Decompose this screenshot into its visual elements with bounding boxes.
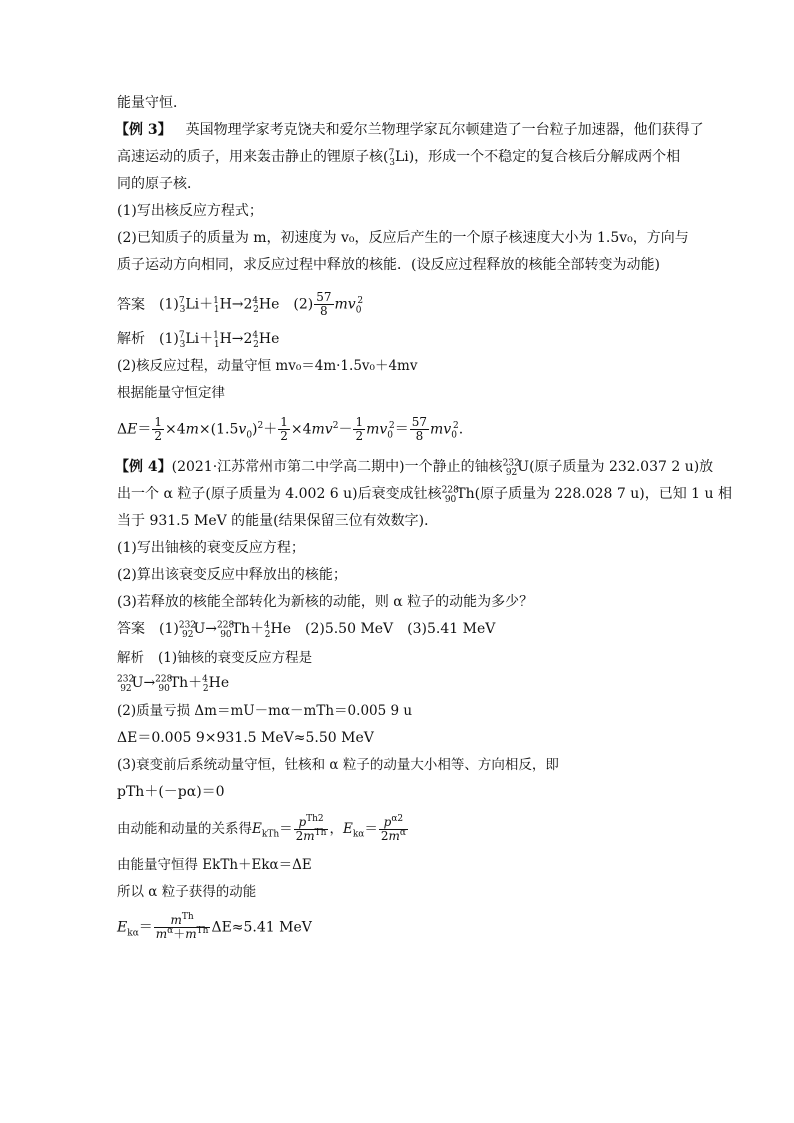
example3-stem-line1: 【例 3】 英国物理学家考克饶夫和爱尔兰物理学家瓦尔顿建造了一台粒子加速器，他们获得了	[115, 122, 704, 138]
example3-question1: (1)写出核反应方程式；	[117, 203, 263, 219]
example4-momentum-text: (3)衰变前后系统动量守恒，钍核和 α 粒子的动量大小相等、方向相反，即	[117, 757, 559, 773]
example3-question2-line2: 质子运动方向相同，求反应过程中释放的核能．(设反应过程释放的核能全部转变为动能)	[117, 257, 660, 273]
example3-analysis-1: 解析 $(1)^7_3Li+^1_1H\to 2^4_2He$	[117, 330, 280, 350]
example4-stem-line3: 当于 931.5 MeV 的能量(结果保留三位有效数字)．	[117, 513, 439, 529]
example4-decay-equation: $^{232}_{92}$U→$^{228}_{90}$Th＋$^4_2$He	[117, 674, 230, 694]
example3-analysis-3: 根据能量守恒定律	[117, 385, 225, 401]
example4-mass-defect: (2)质量亏损 Δm＝mU－mα－mTh＝0.005 9 u	[117, 703, 413, 719]
example3-analysis-2: (2)核反应过程，动量守恒 mv₀＝4m·1.5v₀＋4mv	[117, 358, 418, 374]
example4-answer: 答案 $(1)^{232}_{92}U\to^{228}_{90}Th+^4_2He$ (2)5.50 MeV (3)5.41 MeV	[117, 620, 496, 640]
example4-stem-line2: 出一个 α 粒子(原子质量为 4.002 6 u)后衰变成钍核$^{228}_{90}$Th(原子质量为 228.028 7 u)，已知 1 u 相	[117, 485, 733, 505]
example3-energy-equation: ΔE＝ $\frac{1}{2}$ $\times 4m\times(1.5v_0)^2+$ $\frac{1}{2}$ $\times 4mv^2-$ $\frac{1}{2}$ $mv_0^2=$ $\frac{57}{8}$ $mv_0^2$.	[117, 415, 464, 443]
example4-alpha-kinetic-equation: $E_{k\alpha}=$ $\frac{m^{Th}}{m^\alpha+m^{Th}}$ ΔE≈5.41 MeV	[117, 912, 312, 941]
example4-energy-conservation: 由能量守恒得 EkTh＋Ekα＝ΔE	[117, 857, 312, 873]
example4-analysis-1: 解析 (1)铀核的衰变反应方程是	[117, 650, 313, 666]
example3-question2-line1: (2)已知质子的质量为 m，初速度为 v₀，反应后产生的一个原子核速度大小为 1.5v₀，方向与	[117, 230, 689, 246]
example4-question1: (1)写出铀核的衰变反应方程；	[117, 540, 305, 556]
example4-question2: (2)算出该衰变反应中释放出的核能；	[117, 567, 347, 583]
example4-momentum-equation: pTh＋(－pα)＝0	[117, 784, 225, 800]
example4-question3: (3)若释放的核能全部转化为新核的动能，则 α 粒子的动能为多少？	[117, 594, 534, 610]
example3-stem-line3: 同的原子核．	[117, 176, 201, 192]
example3-answer: 答案 $(1)^7_3Li+^1_1H\to 2^4_2He$ (2) $\frac{57}{8}$ $mv_0^2$	[117, 290, 364, 318]
example4-energy-release: ΔE＝0.005 9×931.5 MeV≈5.50 MeV	[117, 730, 374, 746]
example4-alpha-kinetic-text: 所以 α 粒子获得的动能	[117, 884, 257, 900]
example4-stem-line1: 【例 4】(2021·江苏常州市第二中学高二期中)一个静止的铀核$^{232}_{92}$U(原子质量为 232.037 2 u)放	[115, 458, 714, 478]
example4-kinetic-relation: 由动能和动量的关系得$E_{kTh}=$ $\frac{p^{Th2}}{2m^{Th}}$ ，$E_{k\alpha}=$ $\frac{p^{\alpha 2}}{2m^\alpha}$	[117, 814, 406, 843]
example3-stem-line2: 高速运动的质子，用来轰击静止的锂原子核($^7_3$Li)，形成一个不稳定的复合核后分解成两个相	[117, 148, 681, 168]
continued-text: 能量守恒．	[117, 95, 187, 111]
